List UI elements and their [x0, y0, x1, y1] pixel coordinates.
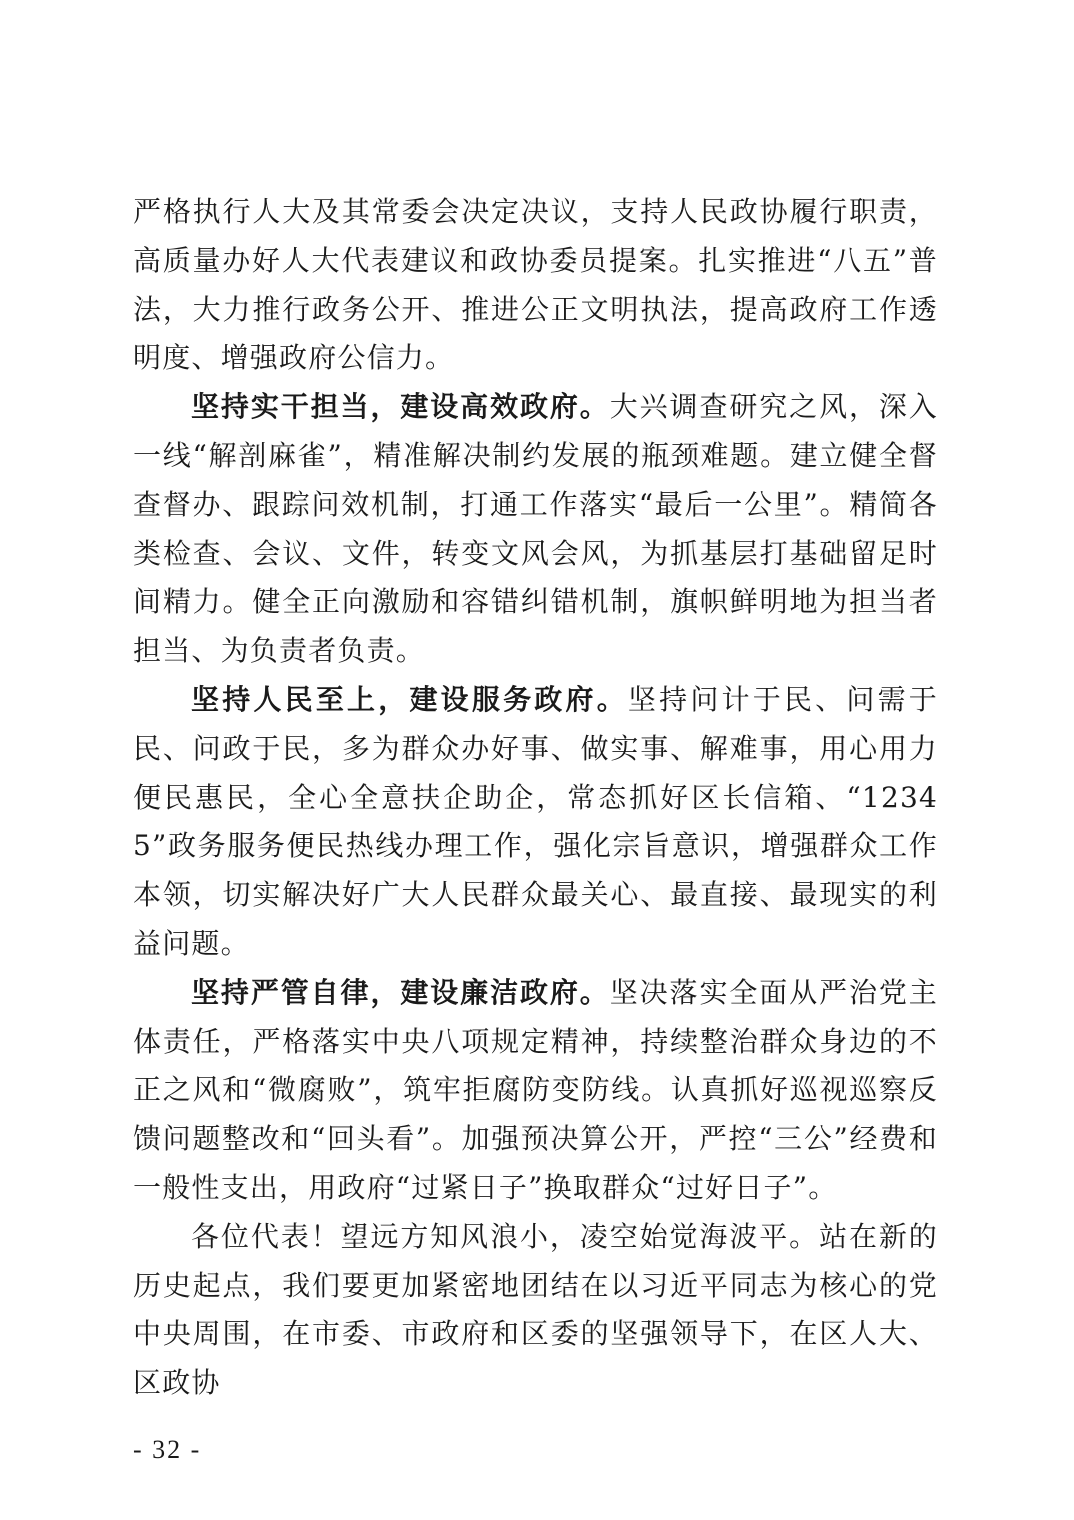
paragraph-heading: 坚持严管自律，建设廉洁政府。	[191, 975, 610, 1009]
paragraph-heading: 坚持实干担当，建设高效政府。	[191, 390, 610, 424]
body-text	[133, 188, 938, 1408]
paragraph-clean-government	[133, 969, 938, 1213]
paragraph-service-government	[133, 676, 938, 969]
paragraph-text: 坚决落实全面从严治党主体责任，严格落实中央八项规定精神，持续整治群众身边的不正之风和“微腐败”，筑牢拒腐防变防线。认真抓好巡视巡察反馈问题整改和“回头看”。加强预决算公开，严控“三公”经费和一般性支出，用政府“过紧日子”换取群众“过好日子”。	[133, 975, 938, 1204]
paragraph-continuation	[133, 188, 938, 383]
paragraph-text: 坚持问计于民、问需于民、问政于民，多为群众办好事、做实事、解难事，用心用力便民惠民，全心全意扶企助企，常态抓好区长信箱、“12345”政务服务便民热线办理工作，强化宗旨意识，增强群众工作本领，切实解决好广大人民群众最关心、最直接、最现实的利益问题。	[133, 682, 938, 960]
paragraph-text: 大兴调查研究之风，深入一线“解剖麻雀”，精准解决制约发展的瓶颈难题。建立健全督查督办、跟踪问效机制，打通工作落实“最后一公里”。精简各类检查、会议、文件，转变文风会风，为抓基层打基础留足时间精力。健全正向激励和容错纠错机制，旗帜鲜明地为担当者担当、为负责者负责。	[133, 390, 938, 668]
paragraph-text: 各位代表！望远方知风浪小，凌空始觉海波平。站在新的历史起点，我们要更加紧密地团结在以习近平同志为核心的党中央周围，在市委、市政府和区委的坚强领导下，在区人大、区政协	[133, 1219, 938, 1400]
paragraph-closing	[133, 1213, 938, 1408]
paragraph-efficient-government	[133, 383, 938, 676]
paragraph-text: 严格执行人大及其常委会决定决议，支持人民政协履行职责，高质量办好人大代表建议和政协委员提案。扎实推进“八五”普法，大力推行政务公开、推进公正文明执法，提高政府工作透明度、增强政府公信力。	[133, 195, 938, 375]
paragraph-heading: 坚持人民至上，建设服务政府。	[191, 682, 628, 716]
page-number: - 32 -	[133, 1435, 202, 1464]
